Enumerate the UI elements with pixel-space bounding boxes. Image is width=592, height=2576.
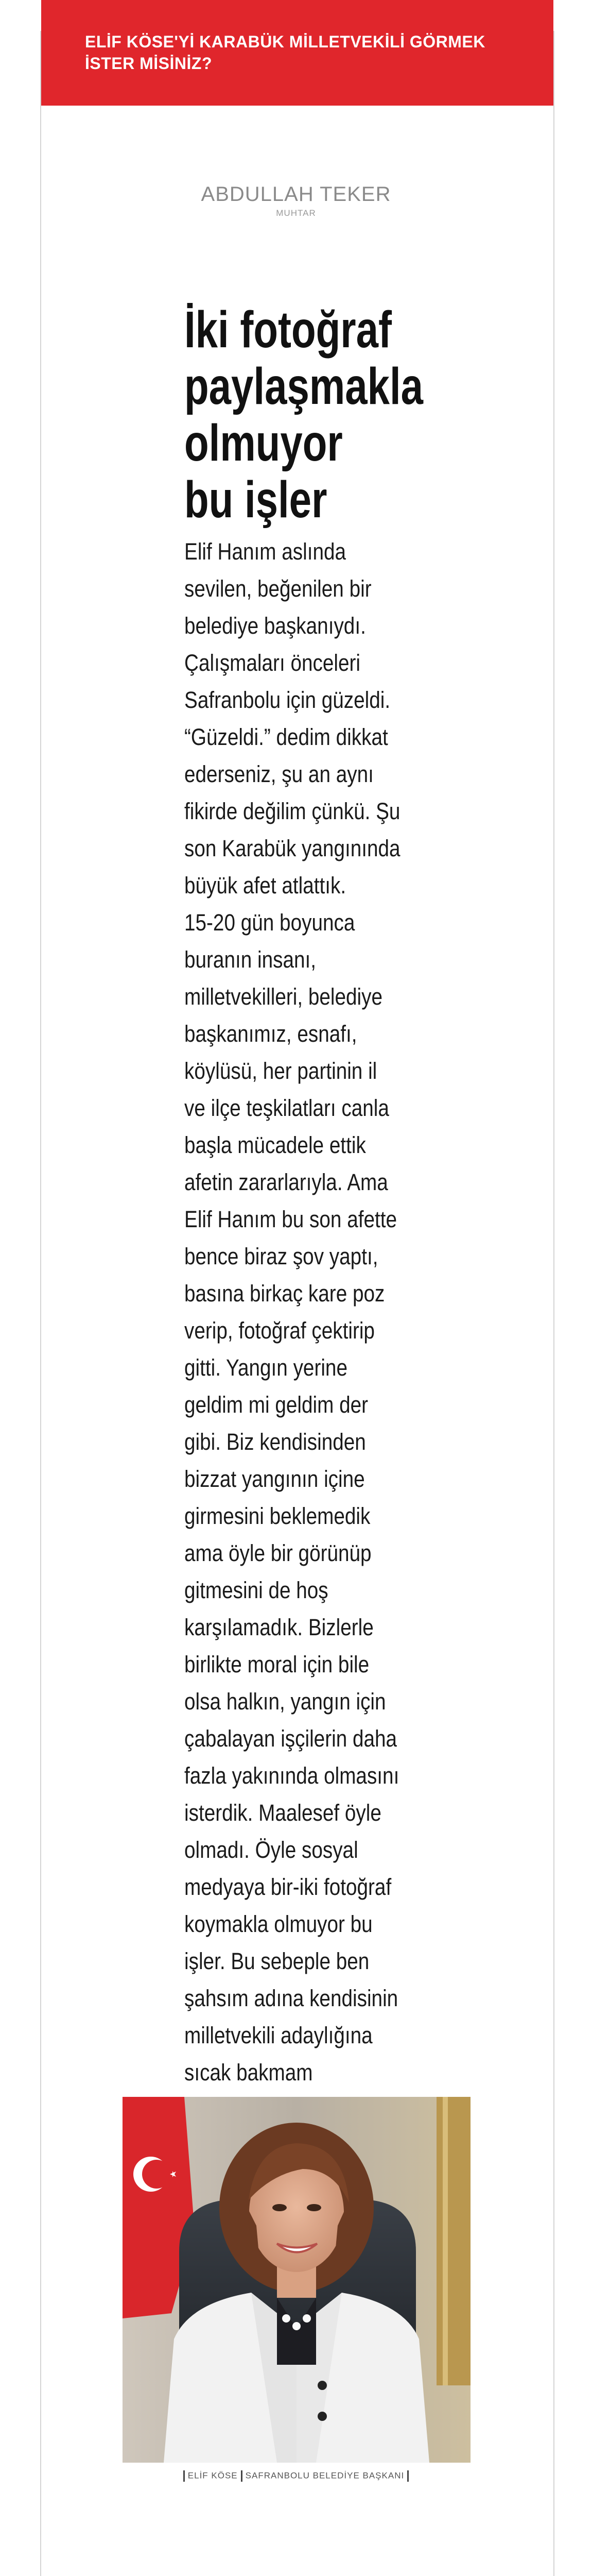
- body-line: belediye başkanıydı.: [184, 613, 366, 639]
- body-line: geldim mi geldim der: [184, 1392, 369, 1418]
- body-line: isterdik. Maalesef öyle: [184, 1800, 381, 1826]
- banner-line-1: ELİF KÖSE'Yİ KARABÜK MİLLETVEKİLİ GÖRMEK: [85, 32, 485, 51]
- body-line: gibi. Biz kendisinden: [184, 1429, 366, 1455]
- body-line: birlikte moral için bile: [184, 1651, 370, 1677]
- body-line: işler. Bu sebeple ben: [184, 1948, 370, 1974]
- body-line: ederseniz, şu an aynı: [184, 761, 374, 787]
- body-line: fazla yakınında olmasını: [184, 1762, 399, 1789]
- photo-caption: [0, 2470, 592, 2482]
- body-line: bence biraz şov yaptı,: [184, 1243, 378, 1269]
- caption-separator: [407, 2470, 409, 2482]
- body-line: başkanımız, esnafı,: [184, 1021, 357, 1047]
- body-line: son Karabük yangınında: [184, 835, 401, 861]
- body-line: karşılamadık. Bizlerle: [184, 1614, 374, 1640]
- left-page-border: [40, 31, 41, 2576]
- author-name: ABDULLAH TEKER: [201, 183, 391, 206]
- headline-line: bu işler: [184, 471, 327, 529]
- body-line: gitmesini de hoş: [184, 1577, 328, 1603]
- banner-line-2: İSTER MİSİNİZ?: [85, 54, 212, 73]
- body-line: milletvekili adaylığına: [184, 2022, 373, 2048]
- body-line: Safranbolu için güzeldi.: [184, 687, 391, 713]
- body-line: fikirde değilim çünkü. Şu: [184, 798, 401, 824]
- body-line: verip, fotoğraf çektirip: [184, 1317, 375, 1344]
- portrait-photo: [123, 2097, 471, 2463]
- portrait-illustration: [123, 2097, 471, 2463]
- headline-line: olmuyor: [184, 414, 343, 472]
- caption-title: SAFRANBOLU BELEDİYE BAŞKANI: [245, 2470, 405, 2481]
- body-line: sevilen, beğenilen bir: [184, 575, 372, 602]
- body-line: başla mücadele ettik: [184, 1132, 366, 1158]
- caption-name: ELİF KÖSE: [187, 2470, 238, 2481]
- body-line: ama öyle bir görünüp: [184, 1540, 372, 1566]
- article-headline: [184, 301, 424, 529]
- body-line: Çalışmaları önceleri: [184, 650, 360, 676]
- body-line: girmesini beklemedik: [184, 1503, 371, 1529]
- author-role: MUHTAR: [276, 208, 316, 218]
- body-line: Elif Hanım bu son afette: [184, 1206, 397, 1232]
- body-line: afetin zararlarıyla. Ama: [184, 1169, 388, 1195]
- body-line: “Güzeldi.” dedim dikkat: [184, 724, 388, 750]
- body-line: olmadı. Öyle sosyal: [184, 1837, 358, 1863]
- body-line: bizzat yangının içine: [184, 1466, 365, 1492]
- body-line: koymakla olmuyor bu: [184, 1911, 373, 1937]
- body-line: büyük afet atlattık.: [184, 872, 346, 899]
- body-line: 15-20 gün boyunca: [184, 909, 355, 936]
- body-line: Elif Hanım aslında: [184, 538, 346, 565]
- body-line: buranın insanı,: [184, 946, 317, 973]
- header-banner: [41, 0, 553, 106]
- body-line: olsa halkın, yangın için: [184, 1688, 386, 1715]
- headline-line: İki fotoğraf: [184, 301, 392, 359]
- caption-separator: [241, 2470, 242, 2482]
- headline-line: paylaşmakla: [184, 358, 424, 415]
- body-line: köylüsü, her partinin il: [184, 1058, 377, 1084]
- body-line: milletvekilleri, belediye: [184, 984, 382, 1010]
- author-block: [0, 183, 592, 218]
- body-line: ve ilçe teşkilatları canla: [184, 1095, 389, 1121]
- article-body: [184, 533, 414, 2091]
- body-line: basına birkaç kare poz: [184, 1280, 385, 1307]
- body-line: sıcak bakmam: [184, 2059, 313, 2086]
- body-line: şahsım adına kendisinin: [184, 1985, 398, 2011]
- right-page-border: [553, 31, 554, 2576]
- body-line: medyaya bir-iki fotoğraf: [184, 1874, 392, 1900]
- body-line: gitti. Yangın yerine: [184, 1354, 347, 1381]
- body-line: çabalayan işçilerin daha: [184, 1725, 397, 1752]
- caption-separator: [183, 2470, 185, 2482]
